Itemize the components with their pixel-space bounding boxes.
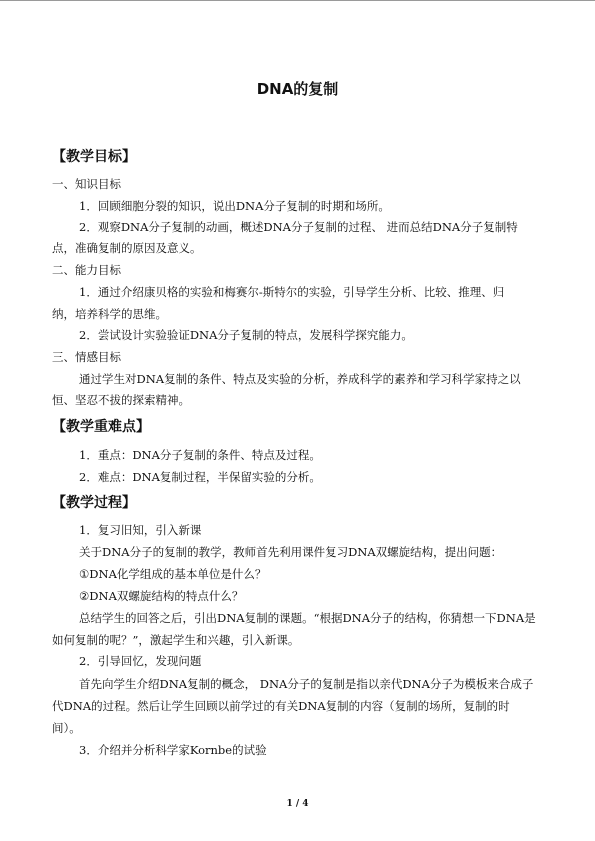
process-step-1-paragraph-1: 关于DNA分子的复制的教学，教师首先利用课件复习DNA双螺旋结构，提出问题：	[79, 545, 503, 559]
document-title: DNA的复制	[256, 80, 339, 98]
ability-item-1-line-1: 1．通过介绍康贝格的实验和梅赛尔-斯特尔的实验，引导学生分析、比较、推理、归	[79, 285, 505, 299]
knowledge-item-2-line-1: 2．观察DNA分子复制的动画，概述DNA分子复制的过程、 进而总结DNA分子复制特	[79, 220, 518, 234]
process-step-2-paragraph-line-2: 代DNA的过程。然后让学生回顾以前学过的有关DNA复制的内容（复制的场所，复制的时	[52, 699, 510, 713]
process-step-2-paragraph-line-1: 首先向学生介绍DNA复制的概念， DNA分子的复制是指以亲代DNA分子为模板来合成子	[79, 677, 534, 691]
page-number: 1 / 4	[286, 799, 309, 809]
emotion-heading: 三、情感目标	[52, 350, 121, 364]
top-border-line	[0, 0, 595, 1]
section-heading-process: 【教学过程】	[52, 495, 136, 511]
section-heading-key-points: 【教学重难点】	[52, 419, 150, 435]
ability-item-1-line-2: 纳，培养科学的思维。	[52, 307, 167, 321]
process-step-1-question-2: ②DNA双螺旋结构的特点什么？	[79, 589, 244, 603]
emotion-item-line-2: 恒、坚忍不拔的探索精神。	[52, 393, 190, 407]
process-step-1-heading: 1．复习旧知，引入新课	[79, 523, 202, 537]
process-step-2-paragraph-line-3: 间）。	[52, 721, 81, 735]
knowledge-item-1: 1．回顾细胞分裂的知识，说出DNA分子复制的时期和场所。	[79, 199, 390, 213]
key-point-1: 1．重点：DNA分子复制的条件、特点及过程。	[79, 448, 321, 462]
process-step-3-heading: 3．介绍并分析科学家Kornbe的试验	[79, 743, 267, 757]
knowledge-heading: 一、知识目标	[52, 177, 121, 191]
key-point-2: 2．难点：DNA复制过程，半保留实验的分析。	[79, 470, 321, 484]
ability-item-2: 2．尝试设计实验验证DNA分子复制的特点，发展科学探究能力。	[79, 328, 413, 342]
process-step-1-paragraph-2-line-1: 总结学生的回答之后，引出DNA复制的课题。“根据DNA分子的结构，你猜想一下DNA是	[79, 611, 536, 625]
ability-heading: 二、能力目标	[52, 263, 121, 277]
emotion-item-line-1: 通过学生对DNA复制的条件、特点及实验的分析，养成科学的素养和学习科学家持之以	[79, 372, 521, 386]
process-step-2-heading: 2．引导回忆，发现问题	[79, 654, 202, 668]
section-heading-goals: 【教学目标】	[52, 149, 136, 165]
knowledge-item-2-line-2: 点，准确复制的原因及意义。	[52, 241, 202, 255]
process-step-1-paragraph-2-line-2: 如何复制的呢？”，激起学生和兴趣，引入新课。	[52, 633, 300, 647]
process-step-1-question-1: ①DNA化学组成的基本单位是什么？	[79, 567, 267, 581]
